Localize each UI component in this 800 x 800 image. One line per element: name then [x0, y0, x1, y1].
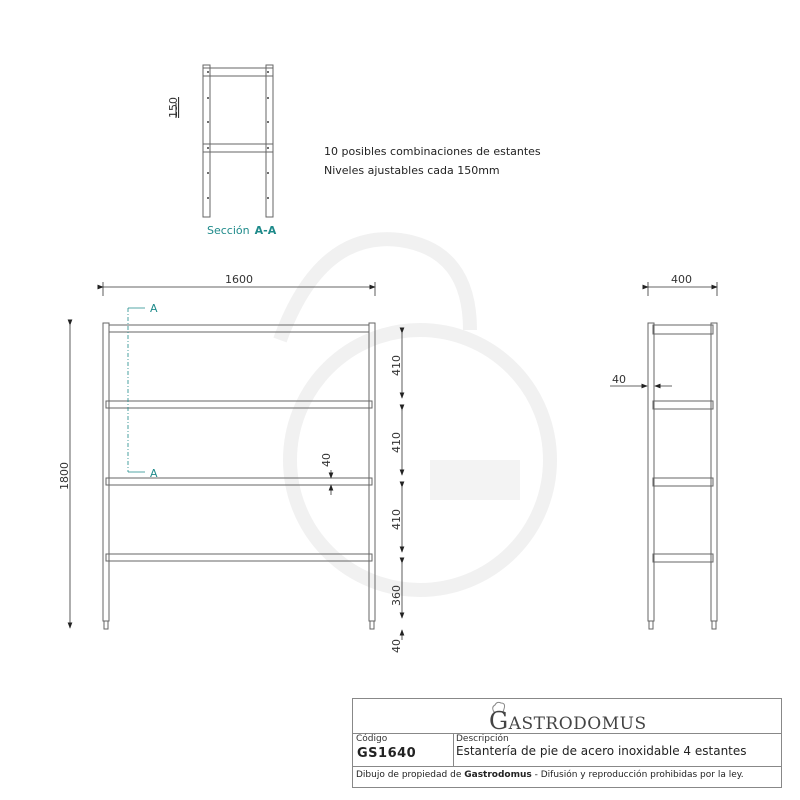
code-cell [353, 733, 454, 767]
post-width-label: 40 [612, 373, 626, 386]
description-label: Descripción [456, 734, 509, 744]
spacing-label-2: 410 [390, 432, 403, 453]
note-adjustable-levels: Niveles ajustables cada 150mm [324, 164, 500, 177]
section-caption: Sección A-A [207, 224, 277, 237]
description-cell [453, 733, 781, 767]
copyright-footer: Dibujo de propiedad de Gastrodomus - Difusión y reproducción prohibidas por la ley. [356, 770, 744, 780]
notes [324, 142, 541, 180]
note-combinations: 10 posibles combinaciones de estantes [324, 145, 541, 158]
height-label: 1800 [58, 462, 71, 490]
description-value: Estantería de pie de acero inoxidable 4 estantes [456, 744, 747, 758]
code-label: Código [356, 734, 388, 744]
brand-logo: GASTRODOMUS [353, 699, 781, 734]
side-view [648, 323, 717, 629]
spacing-label-3: 410 [390, 509, 403, 530]
width-label: 1600 [225, 273, 253, 286]
watermark-logo [280, 239, 550, 590]
title-block [352, 698, 782, 788]
depth-label: 400 [671, 273, 692, 286]
section-marker-bottom: A [150, 467, 158, 480]
spacing-label-5: 40 [390, 639, 403, 653]
code-value: GS1640 [357, 746, 417, 761]
spacing-label-4: 360 [390, 585, 403, 606]
section-marker-top: A [150, 302, 158, 315]
spacing-label-1: 410 [390, 355, 403, 376]
shelf-thickness-label: 40 [320, 453, 333, 467]
section-a-a-view [176, 65, 273, 217]
section-dim-150: 150 [167, 97, 180, 118]
